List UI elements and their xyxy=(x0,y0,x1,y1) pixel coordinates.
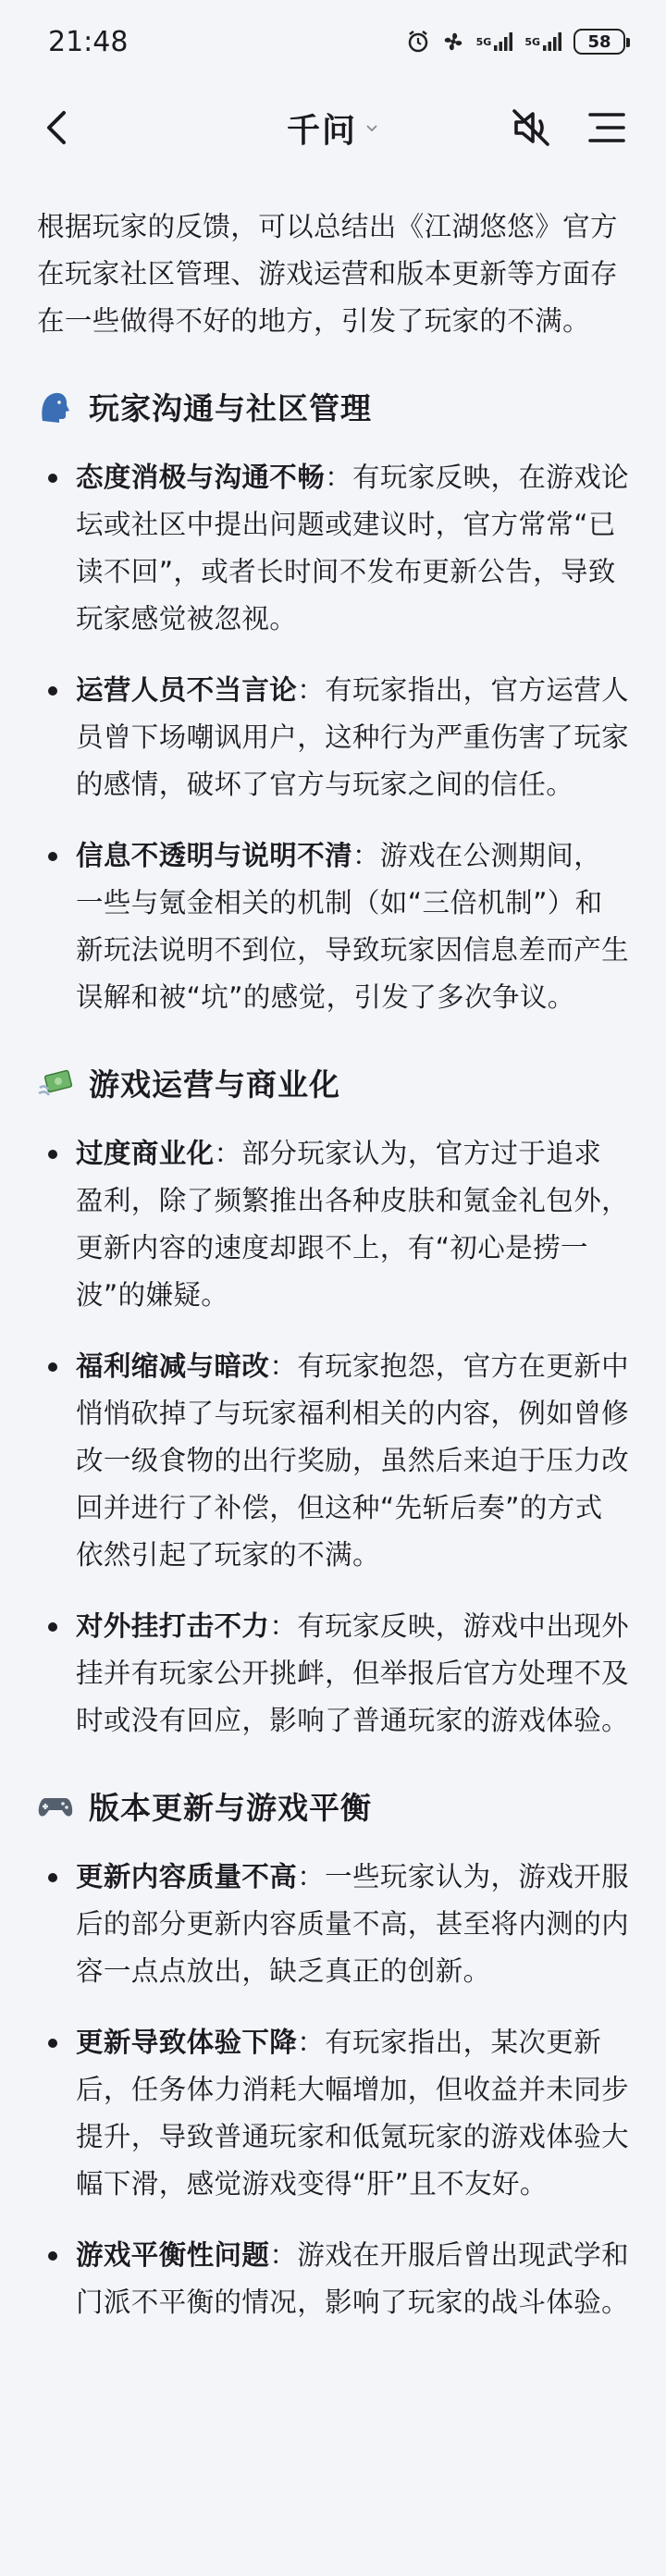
menu-lines-icon xyxy=(585,107,629,148)
mute-button[interactable] xyxy=(507,104,555,152)
bullet-title: 运营人员不当言论 xyxy=(76,674,298,706)
status-icons xyxy=(406,29,625,55)
speaking-head-icon xyxy=(37,388,74,425)
section-title: 玩家沟通与社区管理 xyxy=(89,389,372,426)
bullet-text: ：有玩家指出，某次更新后，任务体力消耗大幅增加，但收益并未同步提升，导致普通玩家和低氪玩家的游戏体验大幅下滑，感觉游戏变得“肝”且不友好。 xyxy=(76,2027,630,2200)
list-item xyxy=(37,832,629,1021)
section-heading xyxy=(37,1058,629,1106)
bullet-text: ：部分玩家认为，官方过于追求盈利，除了频繁推出各种皮肤和氪金礼包外，更新内容的速度却跟不上，有“初心是捞一波”的嫌疑。 xyxy=(76,1138,630,1311)
section-community xyxy=(37,382,629,1021)
list-item xyxy=(37,2019,629,2208)
back-button[interactable] xyxy=(35,105,80,150)
bullet-text: ：有玩家反映，在游戏论坛或社区中提出问题或建议时，官方常常“已读不回”，或者长时间不发布更新公告，导致玩家感觉被忽视。 xyxy=(76,462,630,635)
section-title: 版本更新与游戏平衡 xyxy=(89,1789,372,1826)
intro-paragraph: 根据玩家的反馈，可以总结出《江湖悠悠》官方在玩家社区管理、游戏运营和版本更新等方面存在一些做得不好的地方，引发了玩家的不满。 xyxy=(37,211,618,337)
status-bar xyxy=(0,0,666,83)
chevron-down-icon xyxy=(364,122,379,133)
bullet-text: ：游戏在开服后曾出现武学和门派不平衡的情况，影响了玩家的战斗体验。 xyxy=(76,2239,630,2318)
bullet-title: 态度消极与沟通不畅 xyxy=(76,462,326,493)
list-item xyxy=(37,1603,629,1744)
money-with-wings-icon xyxy=(37,1064,74,1101)
signal-1-icon xyxy=(476,31,514,52)
bullet-text: ：有玩家反映，游戏中出现外挂并有玩家公开挑衅，但举报后官方处理不及时或没有回应，影响了普通玩家的游戏体验。 xyxy=(76,1610,630,1736)
list-item xyxy=(37,1130,629,1319)
alarm-icon xyxy=(406,30,430,54)
bullet-title: 对外挂打击不力 xyxy=(76,1610,270,1642)
list-item xyxy=(37,1854,629,1995)
section-updates xyxy=(37,1781,629,2326)
bullet-list xyxy=(37,1854,629,2326)
section-title: 游戏运营与商业化 xyxy=(89,1066,340,1103)
bullet-list xyxy=(37,1130,629,1744)
bullet-list xyxy=(37,454,629,1021)
battery-indicator: 58 xyxy=(574,29,625,55)
signal-2-label: 5G xyxy=(524,35,540,48)
bullet-title: 福利缩减与暗改 xyxy=(76,1350,270,1382)
bullet-title: 更新内容质量不高 xyxy=(76,1861,298,1892)
chevron-left-icon xyxy=(35,105,80,150)
nav-title: 千问 xyxy=(286,111,357,150)
section-operations xyxy=(37,1058,629,1744)
menu-button[interactable] xyxy=(585,107,629,148)
list-item xyxy=(37,667,629,808)
bullet-title: 信息不透明与说明不清 xyxy=(76,840,353,871)
bullet-text: ：有玩家指出，官方运营人员曾下场嘲讽用户，这种行为严重伤害了玩家的感情，破坏了官方与玩家之间的信任。 xyxy=(76,674,630,800)
signal-1-label: 5G xyxy=(475,35,492,48)
fan-icon xyxy=(441,30,465,54)
bullet-title: 更新导致体验下降 xyxy=(76,2027,298,2058)
game-controller-icon xyxy=(37,1787,74,1824)
speaker-muted-icon xyxy=(507,104,555,152)
chat-content xyxy=(0,203,666,2350)
signal-2-icon xyxy=(524,31,562,52)
bullet-title: 过度商业化 xyxy=(76,1138,215,1169)
nav-bar xyxy=(0,83,666,172)
nav-title-dropdown[interactable] xyxy=(287,105,379,152)
bullet-title: 游戏平衡性问题 xyxy=(76,2239,270,2271)
section-heading xyxy=(37,382,629,430)
bullet-text: ：游戏在公测期间，一些与氪金相关的机制（如“三倍机制”）和新玩法说明不到位，导致玩家因信息差而产生误解和被“坑”的感觉，引发了多次争议。 xyxy=(76,840,630,1013)
list-item xyxy=(37,454,629,643)
bullet-text: ：有玩家抱怨，官方在更新中悄悄砍掉了与玩家福利相关的内容，例如曾修改一级食物的出行奖励，虽然后来迫于压力改回并进行了补偿，但这种“先斩后奏”的方式依然引起了玩家的不满。 xyxy=(76,1350,630,1571)
bullet-text: ：一些玩家认为，游戏开服后的部分更新内容质量不高，甚至将内测的内容一点点放出，缺乏真正的创新。 xyxy=(76,1861,630,1987)
list-item xyxy=(37,2232,629,2326)
section-heading xyxy=(37,1781,629,1830)
status-time: 21:48 xyxy=(48,25,129,58)
list-item xyxy=(37,1343,629,1579)
